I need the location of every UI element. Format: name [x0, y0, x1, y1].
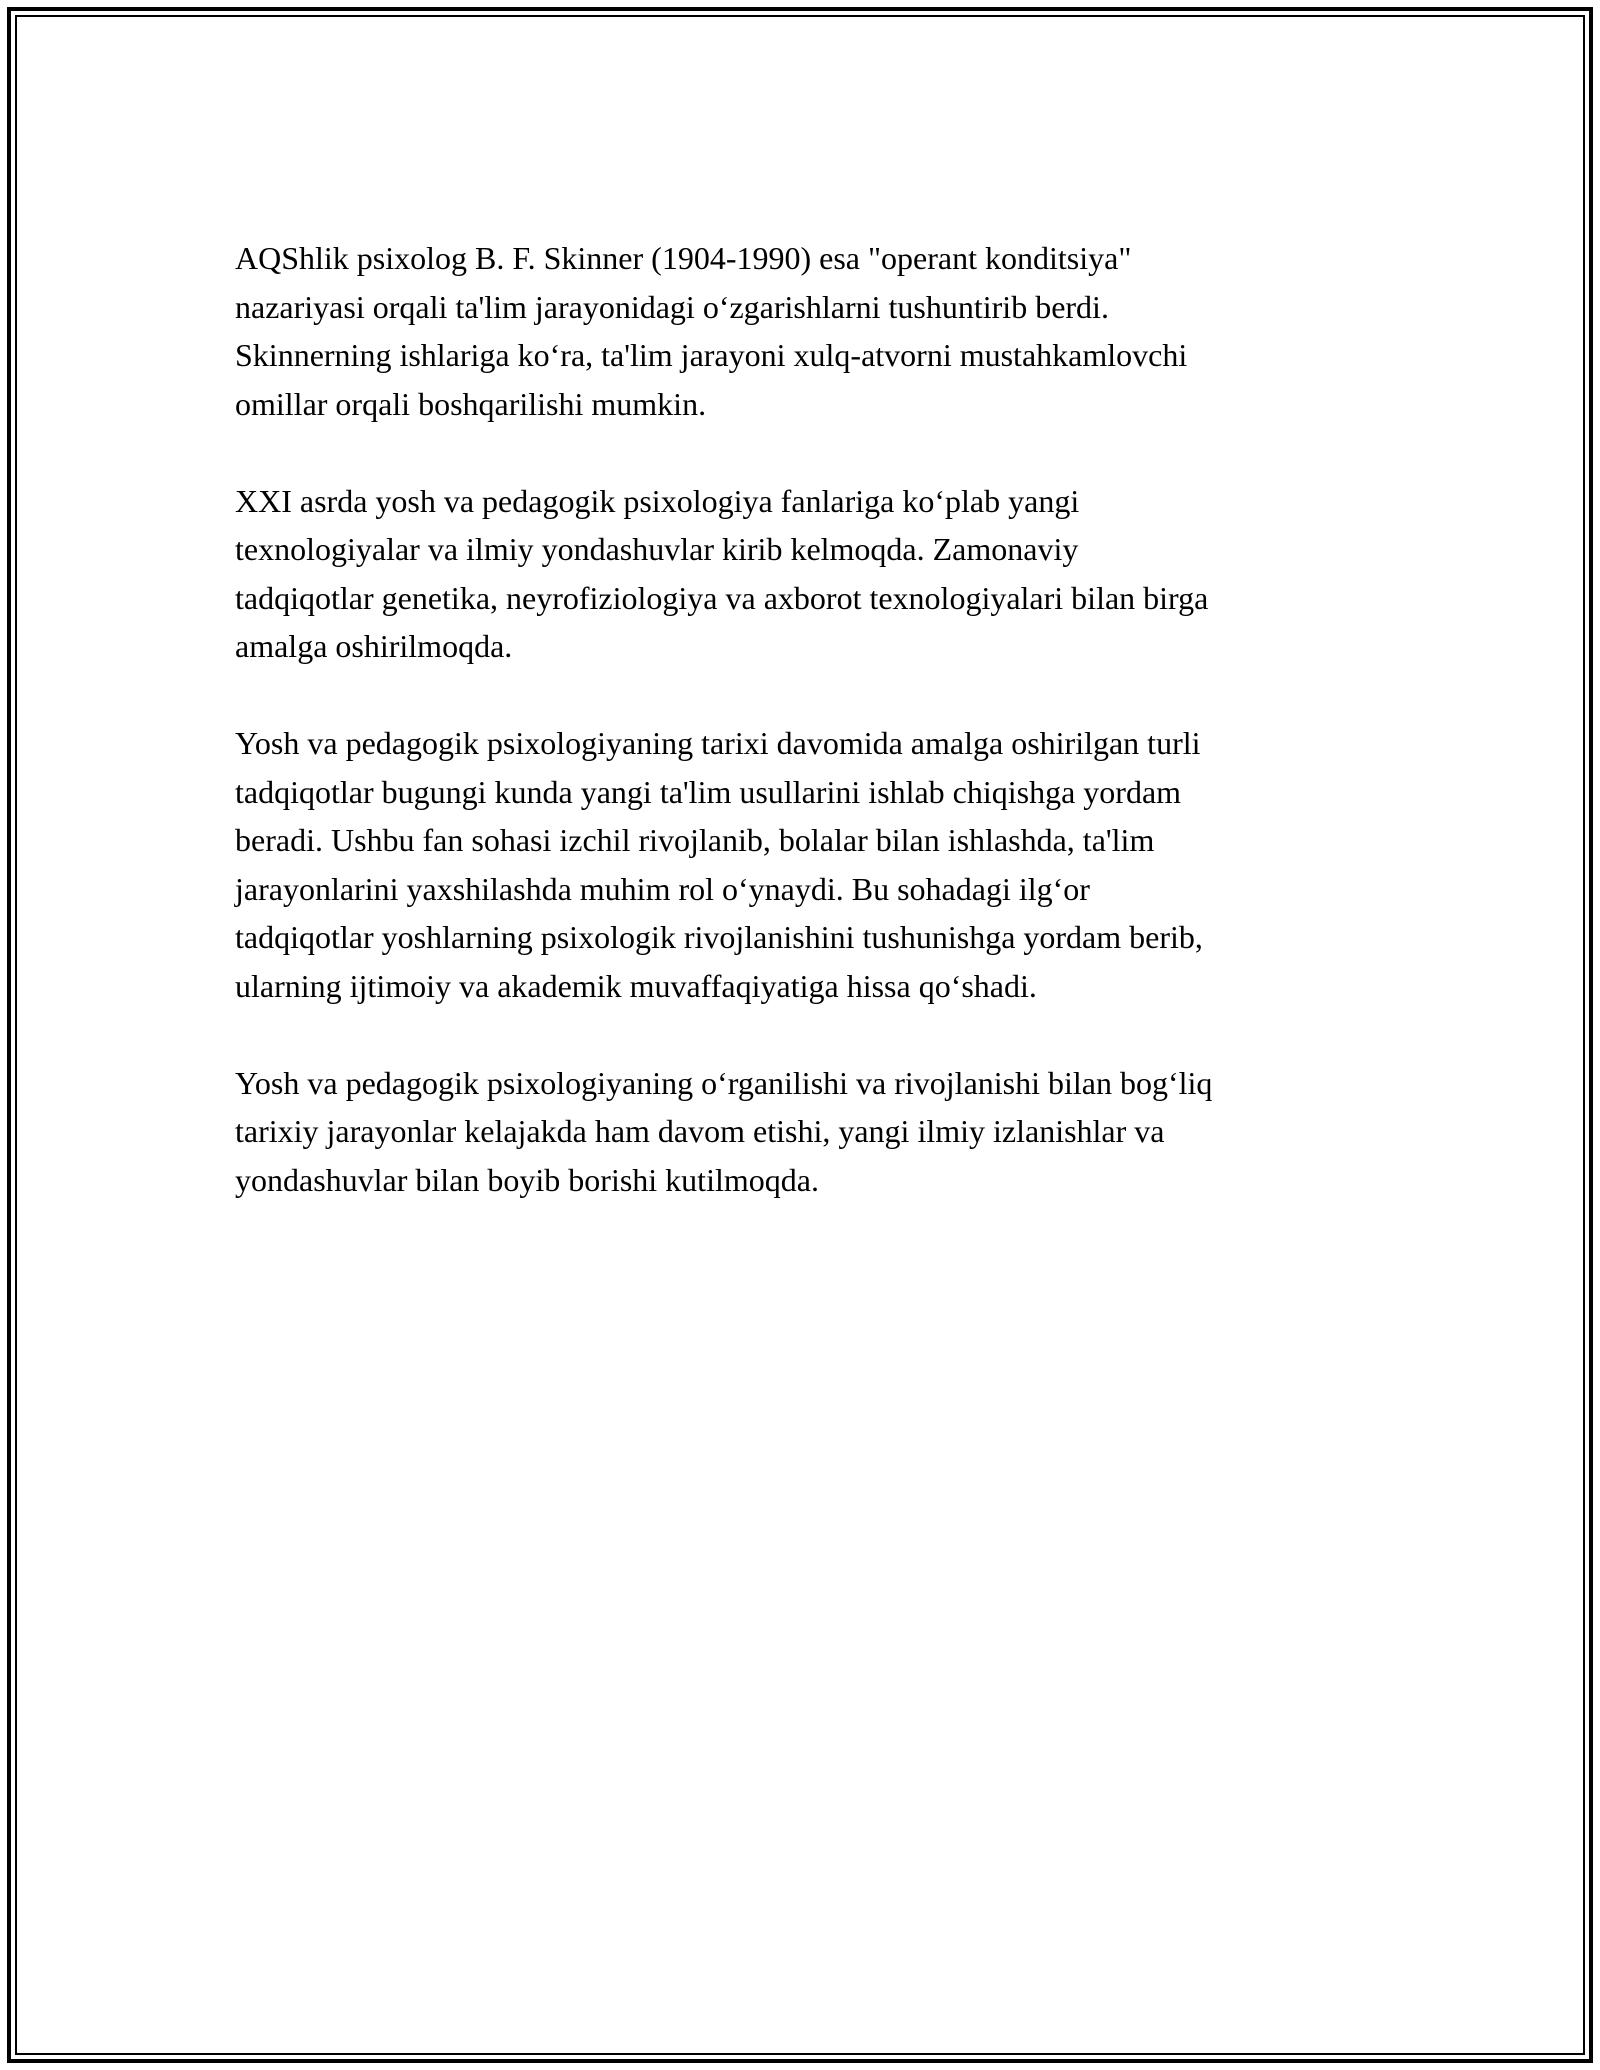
paragraph-skinner: AQShlik psixolog B. F. Skinner (1904-1990) esa "operant konditsiya" nazariyasi orqali ta'lim jarayonidagi o‘zgarishlarni tushuntirib berdi. Skinnerning ishlariga ko‘ra, ta'lim jarayoni xulq-atvorni mustahkamlovchi omillar orqali boshqarilishi mumkin.	[235, 240, 1188, 422]
paragraph-history-research: Yosh va pedagogik psixologiyaning tarixi davomida amalga oshirilgan turli tadqiqotlar bugungi kunda yangi ta'lim usullarini ishlab chiqishga yordam beradi. Ushbu fan sohasi izchil rivojlanib, bolalar bilan ishlashda, ta'lim jarayonlarini yaxshilashda muhim rol o‘ynaydi. Bu sohadagi ilg‘or tadqiqotlar yoshlarning psixologik rivojlanishini tushunishga yordam berib, ularning ijtimoiy va akademik muvaffaqiyatiga hissa qo‘shadi.	[235, 725, 1203, 1004]
paragraph-future: Yosh va pedagogik psixologiyaning o‘rganilishi va rivojlanishi bilan bog‘liq tarixiy jarayonlar kelajakda ham davom etishi, yangi ilmiy izlanishlar va yondashuvlar bilan boyib borishi kutilmoqda.	[235, 1064, 1213, 1198]
document-body	[235, 234, 1415, 1253]
paragraph-xxi-century: XXI asrda yosh va pedagogik psixologiya fanlariga ko‘plab yangi texnologiyalar va ilmiy yondashuvlar kirib kelmoqda. Zamonaviy tadqiqotlar genetika, neyrofiziologiya va axborot texnologiyalari bilan birga amalga oshirilmoqda.	[235, 482, 1209, 664]
